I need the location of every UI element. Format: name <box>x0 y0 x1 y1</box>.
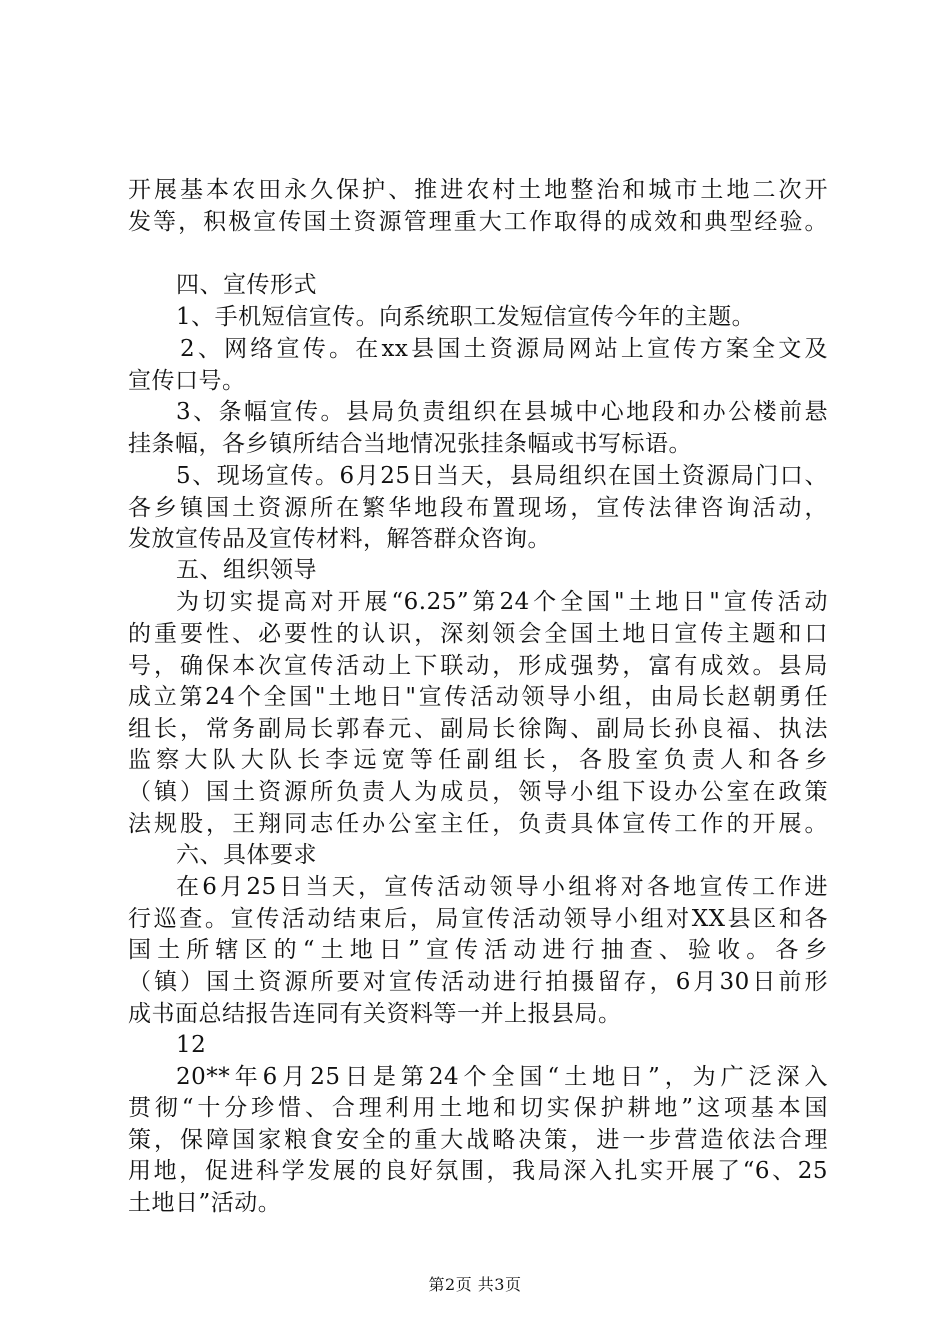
paragraph-line: 挂条幅，各乡镇所结合当地情况张挂条幅或书写标语。 <box>128 431 692 457</box>
paragraph-line: 法规股，王翔同志任办公室主任，负责具体宣传工作的开展。 <box>128 811 828 837</box>
paragraph-line: 用地，促进科学发展的良好氛围，我局深入扎实开展了“6、25 <box>128 1158 828 1184</box>
paragraph-line: 策，保障国家粮食安全的重大战略决策，进一步营造依法合理 <box>128 1127 828 1153</box>
section-heading: 四、宣传形式 <box>176 272 317 298</box>
paragraph-line: 土地日”活动。 <box>128 1190 282 1216</box>
paragraph-line: 开展基本农田永久保护、推进农村土地整治和城市土地二次开 <box>128 177 828 203</box>
paragraph-line: 组长，常务副局长郭春元、副局长徐陶、副局长孙良福、执法 <box>128 716 828 742</box>
paragraph-line: 为切实提高对开展“6.25”第24个全国"土地日"宣传活动 <box>176 589 828 615</box>
paragraph-line: 20**年6月25日是第24个全国“土地日”，为广泛深入 <box>176 1064 828 1090</box>
paragraph-line: 成书面总结报告连同有关资料等一并上报县局。 <box>128 1001 622 1027</box>
page-number-marker: 12 <box>176 1032 207 1058</box>
paragraph-line: 贯彻“十分珍惜、合理利用土地和切实保护耕地”这项基本国 <box>128 1095 828 1121</box>
paragraph-line: 监察大队大队长李远宽等任副组长，各股室负责人和各乡 <box>128 747 828 773</box>
paragraph-line: 的重要性、必要性的认识，深刻领会全国土地日宣传主题和口 <box>128 621 828 647</box>
paragraph-line: （镇）国土资源所负责人为成员，领导小组下设办公室在政策 <box>128 779 828 805</box>
paragraph-line: 宣传口号。 <box>128 368 246 394</box>
paragraph-line: 国土所辖区的“土地日”宣传活动进行抽查、验收。各乡 <box>128 937 828 963</box>
paragraph-line: 5、现场宣传。6月25日当天，县局组织在国土资源局门口、 <box>176 463 828 489</box>
section-heading: 五、组织领导 <box>176 557 317 583</box>
paragraph-line: 行巡查。宣传活动结束后，局宣传活动领导小组对XX县区和各 <box>128 906 828 932</box>
paragraph-line: 在6月25日当天，宣传活动领导小组将对各地宣传工作进 <box>176 874 828 900</box>
paragraph-line: 2、网络宣传。在xx县国土资源局网站上宣传方案全文及 <box>180 336 828 362</box>
paragraph-line: 发等，积极宣传国土资源管理重大工作取得的成效和典型经验。 <box>128 209 828 235</box>
paragraph-line: 成立第24个全国"土地日"宣传活动领导小组，由局长赵朝勇任 <box>128 684 828 710</box>
paragraph-line: （镇）国土资源所要对宣传活动进行拍摄留存，6月30日前形 <box>128 969 828 995</box>
section-heading: 六、具体要求 <box>176 842 317 868</box>
paragraph-line: 1、手机短信宣传。向系统职工发短信宣传今年的主题。 <box>176 304 756 330</box>
page-footer: 第2页 共3页 <box>428 1275 522 1294</box>
paragraph-line: 发放宣传品及宣传材料，解答群众咨询。 <box>128 526 551 552</box>
paragraph-line: 各乡镇国土资源所在繁华地段布置现场，宣传法律咨询活动， <box>128 495 828 521</box>
paragraph-line: 3、条幅宣传。县局负责组织在县城中心地段和办公楼前悬 <box>176 399 828 425</box>
paragraph-line: 号，确保本次宣传活动上下联动，形成强势，富有成效。县局 <box>128 653 828 679</box>
